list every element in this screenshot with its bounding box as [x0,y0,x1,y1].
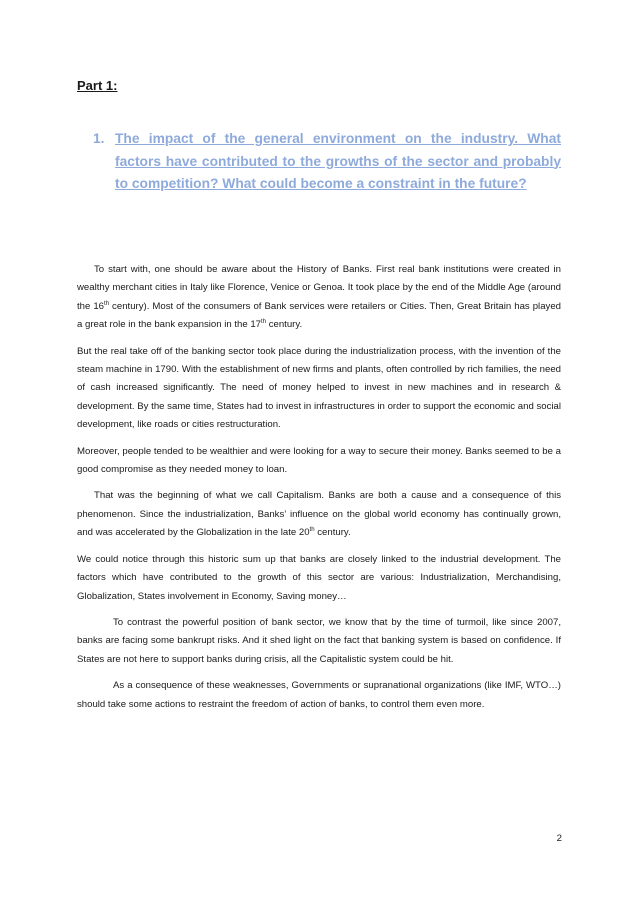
paragraph-history-part-c: century. [266,319,303,331]
ordinal-suffix: th [309,527,315,534]
ordinal-suffix: th [104,300,110,307]
paragraph-industrialization: But the real take off of the banking sector took place during the industrialization process, with the invention of the steam machine in 1790. With the establishment of new firms and plants, often controlled by rich families, the need of cash increased significantly. The need of money helped to invest in new machines and in research & development. By the same time, States had to invest in infrastructures in order to support the economic and social development, like roads or cities restructuration. [77,345,561,431]
paragraph-risks: To contrast the powerful position of bank sector, we know that by the time of turmoil, like since 2007, banks are facing some bankrupt risks. And it shed light on the fact that banking system is based on confidence. If States are not here to support banks during crisis, all the Capitalistic system could be hit. [77,616,561,665]
question-number: 1. [93,131,105,146]
paragraph-history-part-a: To start with, one should be aware about the History of Banks. First real bank institutions were created in wealthy merchant cities in Italy like Florence, Venice or Genoa. It took place by the end of the Middle Age (around the 16 [77,264,561,312]
section-heading: Part 1: [77,78,118,93]
question-text: The impact of the general environment on the industry. What factors have contributed to the growths of the sector and probably to competition? What could become a constraint in the future? [115,131,561,191]
question-item [93,128,561,196]
paragraph-capitalism-part-a: That was the beginning of what we call Capitalism. Banks are both a cause and a consequence of this phenomenon. Since the industrialization, Banks’ influence on the global world economy has continually grown, and was accelerated by the Globalization in the late 20 [77,490,561,539]
paragraph-wealth: Moreover, people tended to be wealthier and were looking for a way to secure their money. Banks seemed to be a good compromise as they needed money to loan. [77,445,561,476]
ordinal-suffix: th [261,319,267,326]
paragraph-history [77,261,561,335]
body-text [77,261,561,722]
paragraph-factors: We could notice through this historic sum up that banks are closely linked to the industrial development. The factors which have contributed to the growth of this sector are various: Industrialization, Merchandising, Globalization, States involvement in Economy, Saving money… [77,553,561,602]
question-list [93,128,561,196]
paragraph-history-part-b: century). Most of the consumers of Bank services were retailers or Cities. Then, Great Britain has played a great role in the bank expansion in the 17 [77,300,561,331]
page-number: 2 [556,833,562,844]
paragraph-capitalism [77,487,561,542]
paragraph-regulation: As a consequence of these weaknesses, Governments or supranational organizations (like IMF, WTO…) should take some actions to restraint the freedom of action of banks, to control them even more. [77,680,561,710]
paragraph-capitalism-part-b: century. [314,527,351,539]
